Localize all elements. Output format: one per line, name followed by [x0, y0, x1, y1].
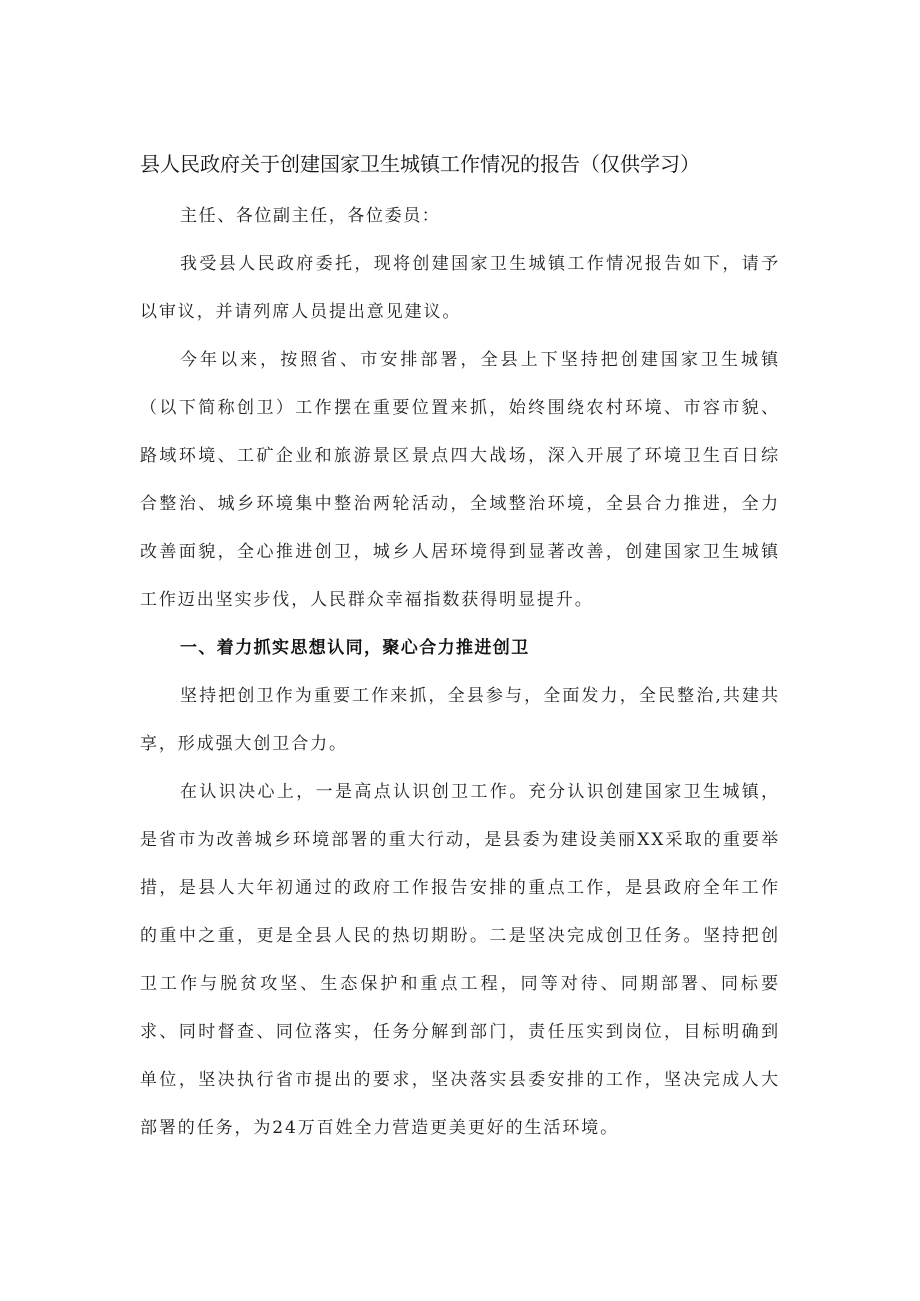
paragraph-section1-detail: 在认识决心上，一是高点认识创卫工作。充分认识创建国家卫生城镇，是省市为改善城乡环境部署的重大行动，是县委为建设美丽XX采取的重要举措，是县人大年初通过的政府工作报告安排的重点工作，是县政府全年工作的重中之重，更是全县人民的热切期盼。二是坚决完成创卫任务。坚持把创卫工作与脱贫攻坚、生态保护和重点工程，同等对待、同期部署、同标要求、同时督查、同位落实，任务分解到部门，责任压实到岗位，目标明确到单位，坚决执行省市提出的要求，坚决落实县委安排的工作，坚决完成人大部署的任务，为24万百姓全力营造更美更好的生活环境。	[140, 782, 780, 1138]
salutation: 主任、各位副主任，各位委员：	[180, 206, 441, 226]
document-title: 县人民政府关于创建国家卫生城镇工作情况的报告（仅供学习）	[140, 152, 700, 176]
paragraph-commission: 我受县人民政府委托，现将创建国家卫生城镇工作情况报告如下，请予以审议，并请列席人员提出意见建议。	[140, 254, 780, 322]
section-heading-1: 一、着力抓实思想认同，聚心合力推进创卫	[180, 638, 530, 658]
paragraph-section1-intro: 坚持把创卫作为重要工作来抓，全县参与，全面发力，全民整治,共建共享，形成强大创卫合力。	[140, 686, 780, 754]
paragraph-overview: 今年以来，按照省、市安排部署，全县上下坚持把创建国家卫生城镇（以下简称创卫）工作摆在重要位置来抓，始终围绕农村环境、市容市貌、路域环境、工矿企业和旅游景区景点四大战场，深入开展了环境卫生百日综合整治、城乡环境集中整治两轮活动，全域整治环境，全县合力推进，全力改善面貌，全心推进创卫，城乡人居环境得到显著改善，创建国家卫生城镇工作迈出坚实步伐，人民群众幸福指数获得明显提升。	[140, 350, 780, 610]
